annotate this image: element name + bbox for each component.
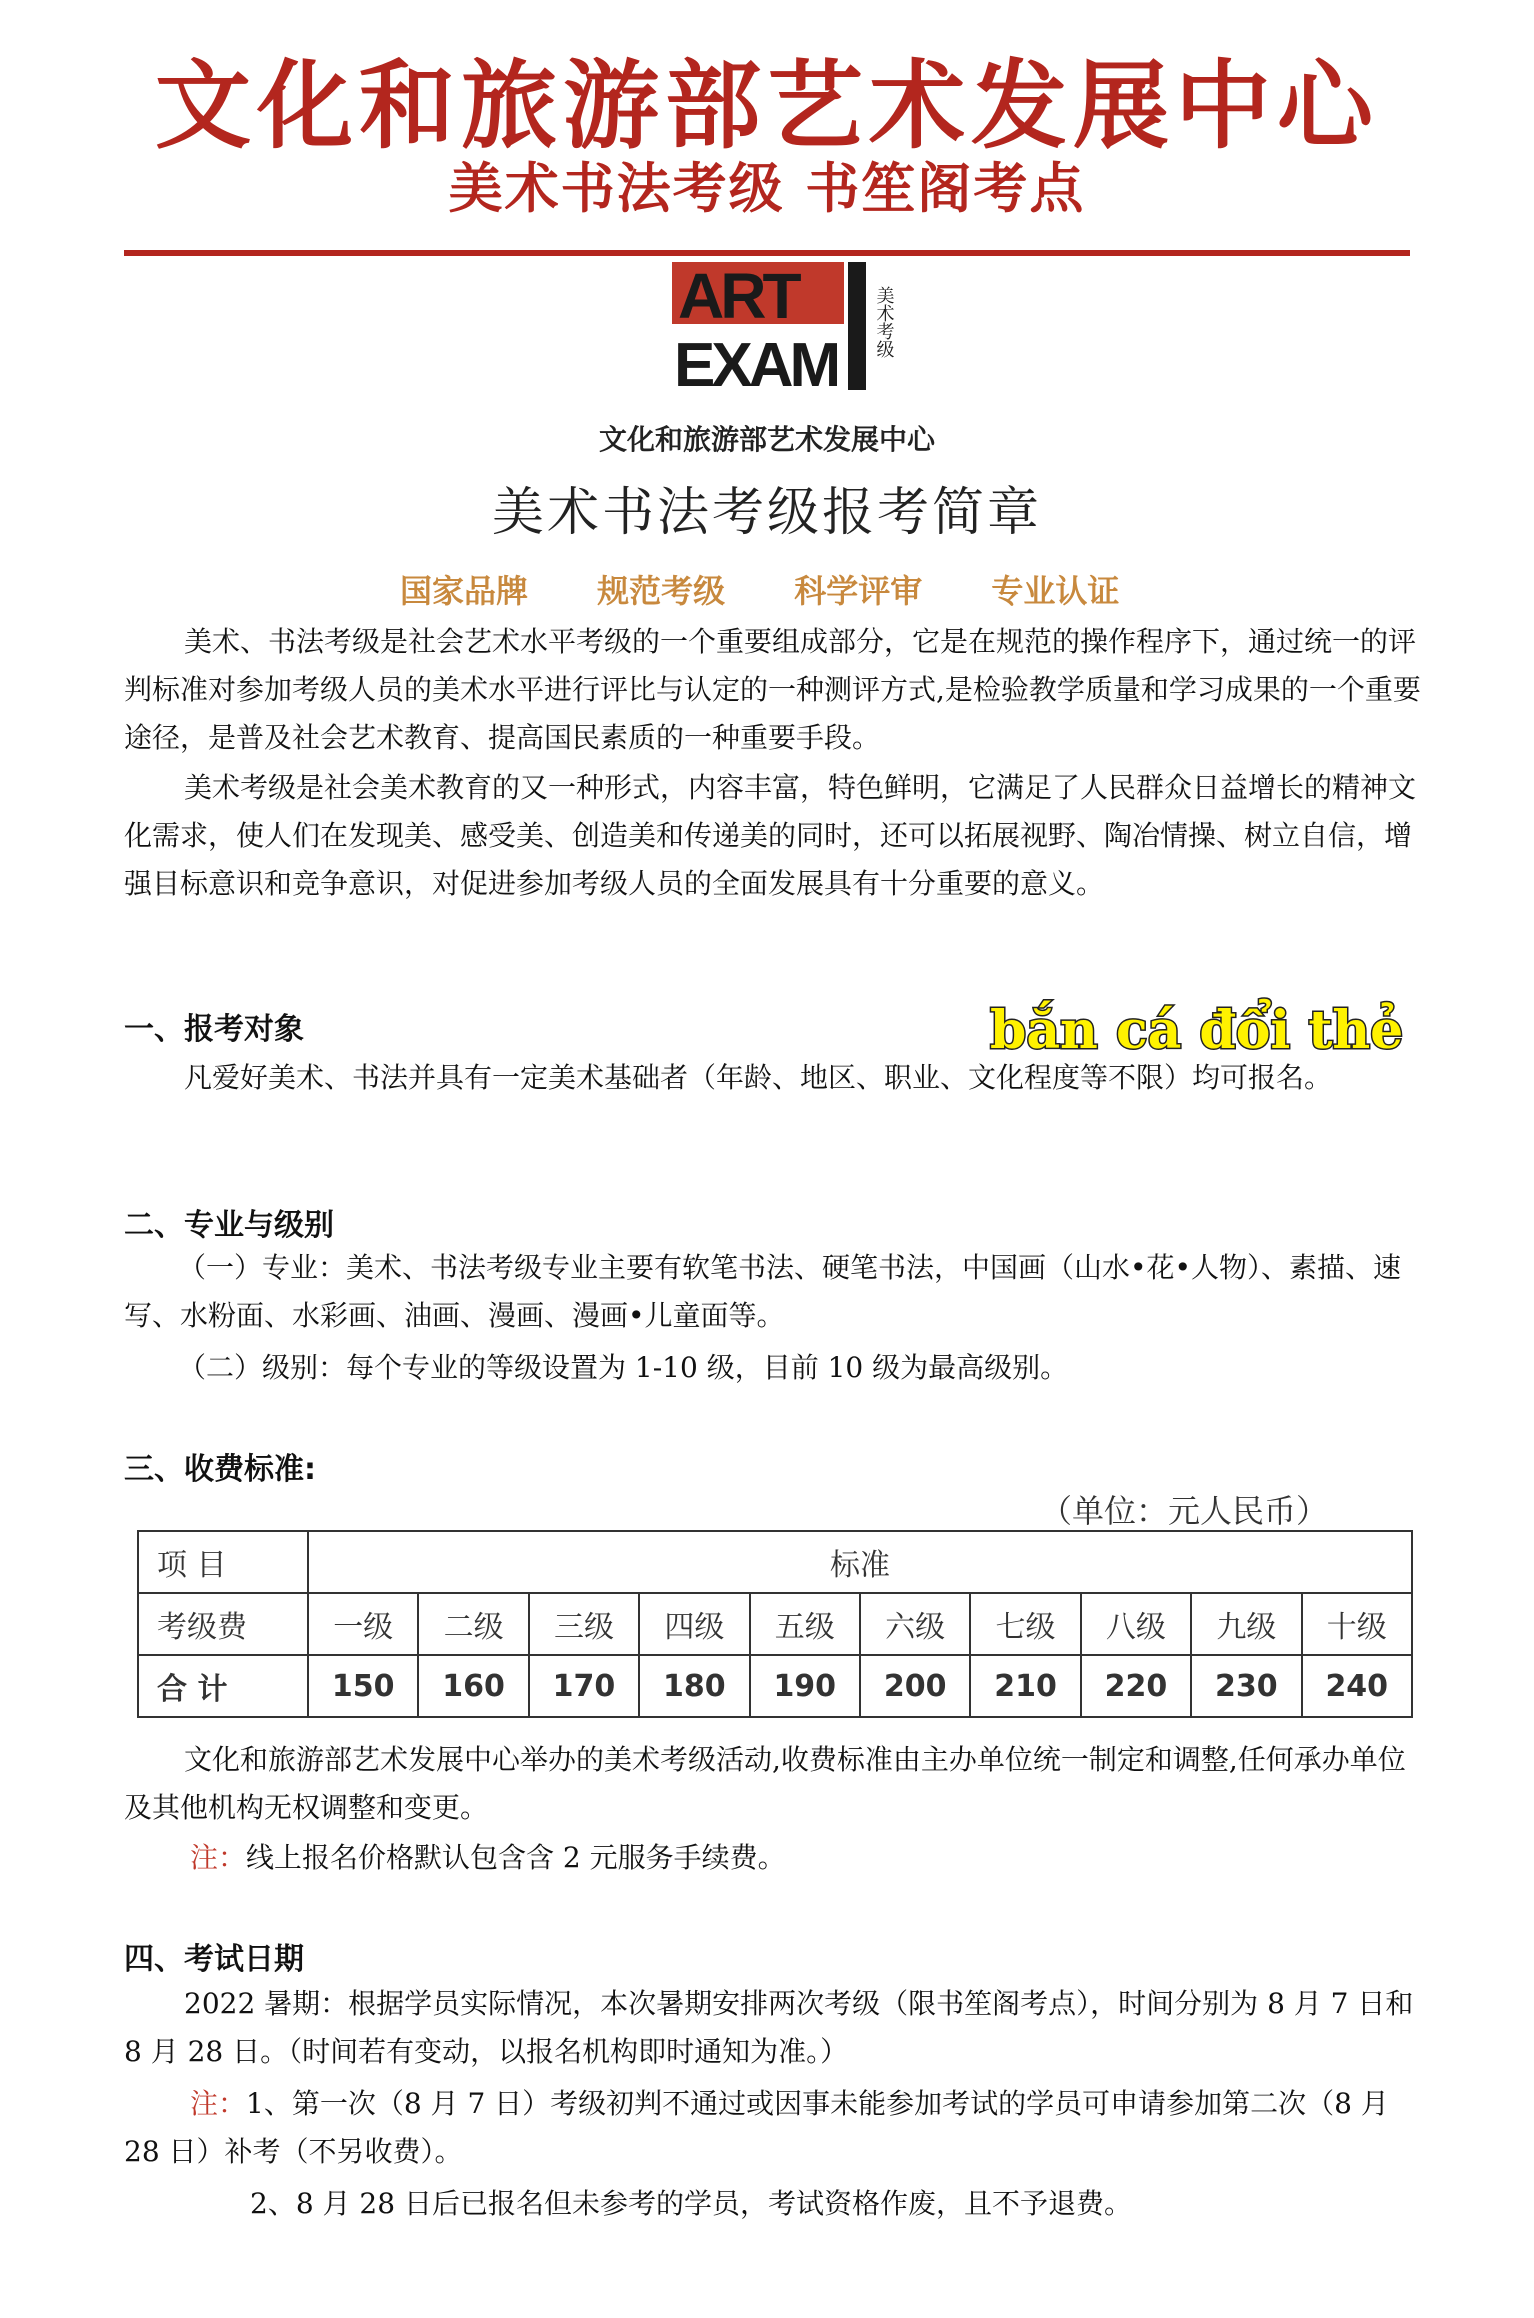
intro-paragraph: 美术、书法考级是社会艺术水平考级的一个重要组成部分，它是在规范的操作程序下，通过统一的评判标准对参加考级人员的美术水平进行评比与认定的一种测评方式,是检验教学质量和学习成果的一个重要途径，是普及社会艺术教育、提高国民素质的一种重要手段。 — [124, 625, 1421, 754]
slogan-item: 规范考级 — [597, 572, 726, 610]
exam-note — [124, 2080, 1424, 2176]
header-divider — [124, 250, 1410, 256]
table-cell-fee: 150 — [308, 1655, 418, 1717]
section-heading: 一、报考对象 — [124, 1012, 304, 1047]
logo-side-text: 美术考级 — [873, 286, 895, 358]
table-cell-level: 六级 — [860, 1593, 970, 1655]
fee-table — [137, 1530, 1413, 1718]
slogan-item: 国家品牌 — [400, 572, 529, 610]
section-heading: 四、考试日期 — [124, 1942, 304, 1977]
table-cell-fee: 200 — [860, 1655, 970, 1717]
note-text: 1、第一次（8 月 7 日）考级初判不通过或因事未能参加考试的学员可申请参加第二次（8 月 28 日）补考（不另收费）。 — [124, 2087, 1389, 2168]
table-cell-fee: 170 — [529, 1655, 639, 1717]
watermark-text: bắn cá đổi thẻ — [990, 1000, 1404, 1061]
table-cell-level: 五级 — [750, 1593, 860, 1655]
section-heading: 三、收费标准: — [124, 1452, 316, 1487]
table-cell-level: 一级 — [308, 1593, 418, 1655]
section-heading: 二、专业与级别 — [124, 1208, 334, 1243]
page-subtitle: 美术书法考级 书笙阁考点 — [448, 157, 1086, 220]
table-row-label: 合 计 — [138, 1655, 308, 1717]
fee-statement: 文化和旅游部艺术发展中心举办的美术考级活动,收费标准由主办单位统一制定和调整,任何承办单位及其他机构无权调整和变更。 — [124, 1743, 1406, 1824]
table-cell-level: 九级 — [1191, 1593, 1301, 1655]
art-exam-logo — [672, 262, 912, 392]
brochure-org: 文化和旅游部艺术发展中心 — [598, 423, 935, 456]
table-header-standard: 标准 — [308, 1531, 1412, 1593]
table-cell-level: 三级 — [529, 1593, 639, 1655]
table-cell-level: 四级 — [639, 1593, 749, 1655]
table-cell-level: 七级 — [970, 1593, 1080, 1655]
section-text: （一）专业：美术、书法考级专业主要有软笔书法、硬笔书法，中国画（山水•花•人物）、素描、速写、水粉面、水彩画、油画、漫画、漫画•儿童面等。 — [124, 1251, 1402, 1332]
intro-paragraph: 美术考级是社会美术教育的又一种形式，内容丰富，特色鲜明，它满足了人民群众日益增长的精神文化需求，使人们在发现美、感受美、创造美和传递美的同时，还可以拓展视野、陶冶情操、树立自信，增强目标意识和竞争意识，对促进参加考级人员的全面发展具有十分重要的意义。 — [124, 771, 1417, 900]
section-text: 凡爱好美术、书法并具有一定美术基础者（年龄、地区、职业、文化程度等不限）均可报名。 — [184, 1061, 1333, 1094]
slogan-item: 专业认证 — [991, 572, 1120, 610]
page-title: 文化和旅游部艺术发展中心 — [155, 50, 1379, 162]
logo-art-text: ART — [678, 262, 798, 332]
table-cell-fee: 210 — [970, 1655, 1080, 1717]
note-label: 注： — [190, 2087, 247, 2120]
table-row — [138, 1655, 1412, 1717]
table-cell-level: 八级 — [1081, 1593, 1191, 1655]
slogan-item: 科学评审 — [794, 572, 923, 610]
logo-exam-text: EXAM — [674, 331, 838, 392]
section-text: （二）级别：每个专业的等级设置为 1-10 级，目前 10 级为最高级别。 — [178, 1351, 1069, 1384]
table-row-label: 考级费 — [138, 1593, 308, 1655]
unit-label: （单位：元人民币） — [1040, 1492, 1329, 1530]
slogan-row — [400, 566, 1200, 612]
table-cell-fee: 230 — [1191, 1655, 1301, 1717]
table-header-item: 项 目 — [138, 1531, 308, 1593]
fee-note — [124, 1834, 1424, 1882]
exam-note: 2、8 月 28 日后已报名但未参考的学员，考试资格作废，且不予退费。 — [250, 2187, 1132, 2220]
table-cell-fee: 220 — [1081, 1655, 1191, 1717]
table-cell-level: 二级 — [418, 1593, 528, 1655]
note-label: 注： — [190, 1841, 247, 1874]
table-cell-level: 十级 — [1302, 1593, 1412, 1655]
table-cell-fee: 160 — [418, 1655, 528, 1717]
table-cell-fee: 240 — [1302, 1655, 1412, 1717]
table-row — [138, 1531, 1412, 1593]
logo-bar — [848, 262, 866, 390]
table-cell-fee: 190 — [750, 1655, 860, 1717]
section-text: 2022 暑期：根据学员实际情况，本次暑期安排两次考级（限书笙阁考点），时间分别为 8 月 7 日和 8 月 28 日。（时间若有变动，以报名机构即时通知为准。） — [124, 1987, 1414, 2068]
table-cell-fee: 180 — [639, 1655, 749, 1717]
note-text: 线上报名价格默认包含含 2 元服务手续费。 — [246, 1841, 786, 1874]
table-row — [138, 1593, 1412, 1655]
brochure-title: 美术书法考级报考简章 — [491, 483, 1042, 543]
